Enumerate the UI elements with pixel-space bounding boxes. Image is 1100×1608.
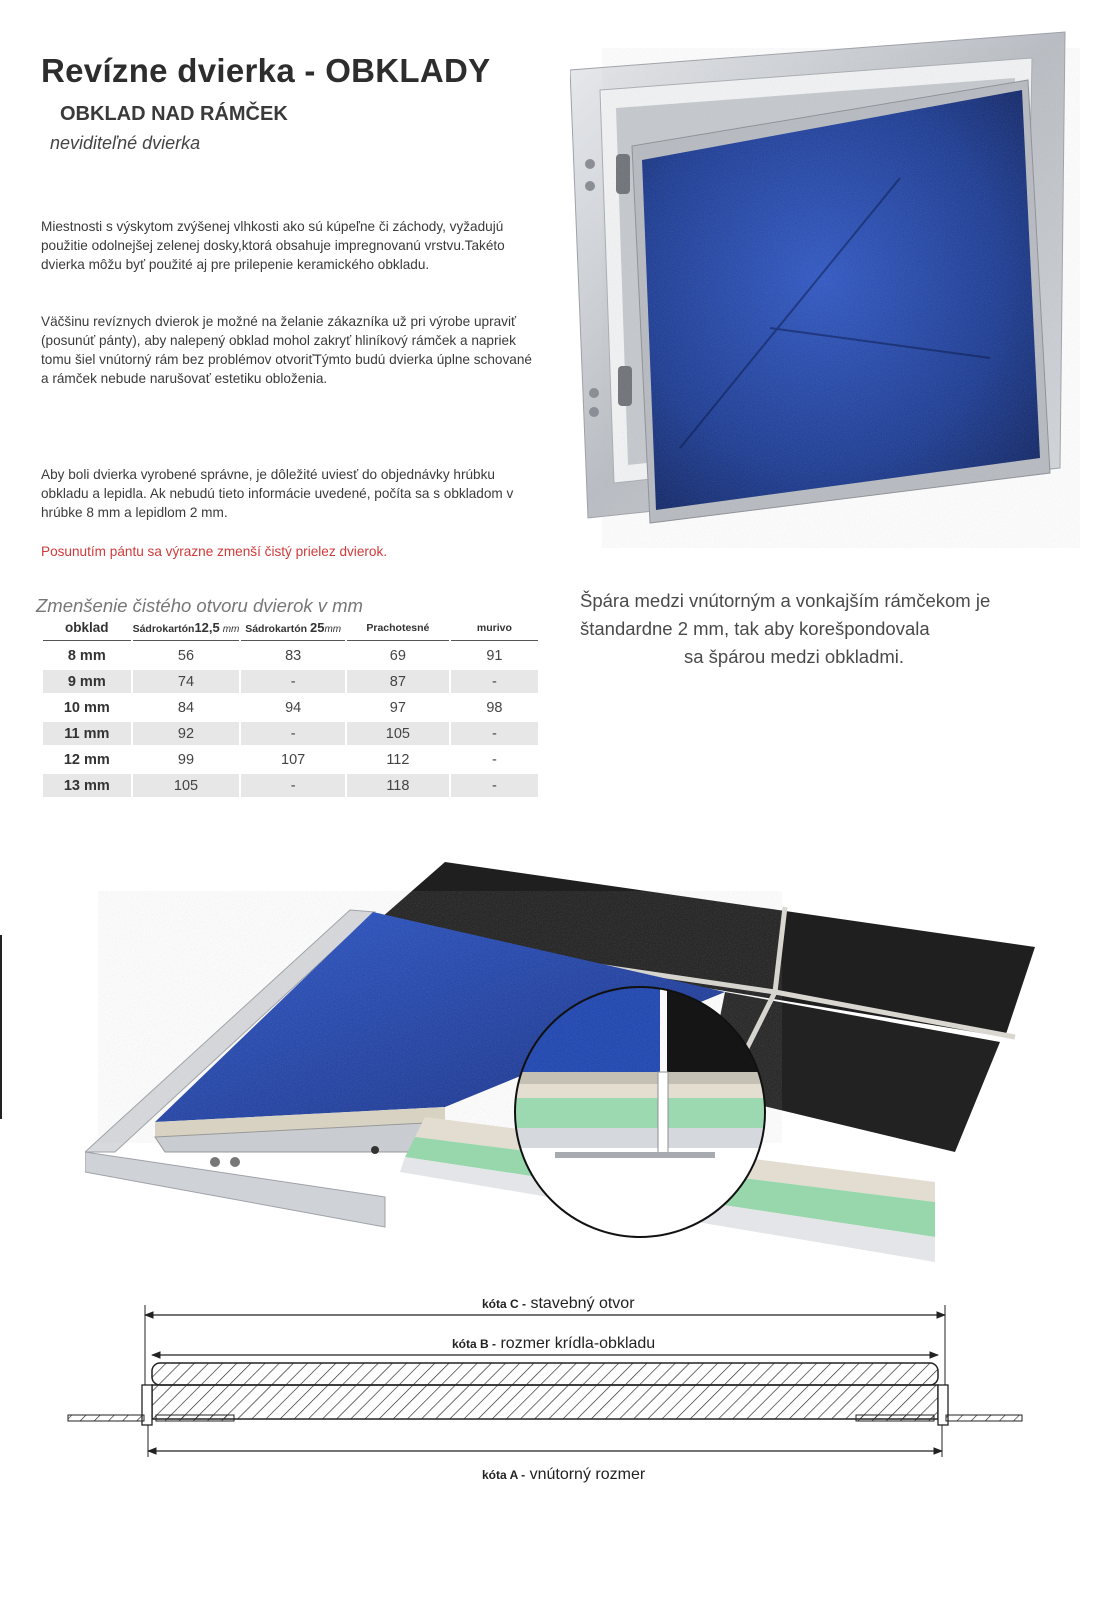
cell-murivo: -: [491, 751, 497, 768]
cell-obklad: 8 mm: [67, 647, 106, 664]
dimension-b-text: rozmer krídla-obkladu: [500, 1335, 656, 1352]
cell-prach: 118: [347, 774, 449, 797]
revision-door-illustration: [570, 28, 1090, 548]
cell-sk25: 83: [285, 647, 302, 664]
cell-sk25: 107: [281, 751, 306, 768]
dimension-a-label: [482, 1466, 645, 1484]
table-row: [43, 722, 538, 745]
cell-sk125: 74: [133, 670, 240, 693]
header-prachotesne: Prachotesné: [347, 620, 449, 641]
cell-obklad: 9 mm: [43, 670, 131, 693]
header-sk25-unit: mm: [324, 624, 342, 635]
joint-note: [580, 587, 1050, 671]
paragraph-hinges: Väčšinu revíznych dvierok je možné na želanie zákazníka už pri výrobe upraviť (posunúť pánty), aby nalepený obklad mohol zakryť hliníkový rámček a napriek tomu šiel vnútorný rám bez problémov otvoriťTýmto budú dvierka úplne schované a rámček nebude narušovať estetiku obloženia.: [41, 314, 532, 386]
joint-note-line-3: sa špárou medzi obkladmi.: [684, 646, 905, 667]
tile-layer: [152, 1363, 938, 1385]
edge-line: [0, 935, 2, 1119]
table-row: [43, 696, 538, 719]
dimension-b-code: kóta B -: [452, 1337, 497, 1351]
table-row: [43, 748, 538, 771]
joint-note-line-2: štandardne 2 mm, tak aby korešpondovala: [580, 618, 930, 639]
cell-murivo: 91: [486, 647, 503, 664]
dimension-c-label: [482, 1295, 635, 1313]
cell-prach: 112: [386, 751, 410, 768]
joint-note-line-1: Špára medzi vnútorným a vonkajším rámčekom je: [580, 590, 991, 611]
cell-prach: 105: [347, 722, 449, 745]
cell-murivo: -: [451, 722, 538, 745]
paragraph-order-info: Aby boli dvierka vyrobené správne, je dôležité uviesť do objednávky hrúbku obkladu a lepidla. Ak nebudú tieto informácie uvedené, počíta sa s obkladom v hrúbke 8 mm a lepidlom 2 mm.: [41, 467, 514, 520]
cell-sk125: 92: [133, 722, 240, 745]
cell-obklad: 11 mm: [43, 722, 131, 745]
header-sk125-unit: mm: [222, 624, 240, 635]
cell-sk25: -: [241, 670, 345, 693]
paragraph-humidity: Miestnosti s výskytom zvýšenej vlhkosti ako sú kúpeľne či záchody, vyžadujú použitie odolnejšej zelenej dosky,ktorá obsahuje impregnovanú vrstvu.Takéto dvierka môžu byť použité aj pre prilepenie keramického obkladu.: [41, 219, 505, 272]
header-sk25-num: 25: [309, 620, 325, 635]
header-sadrokarton-125: [133, 620, 240, 641]
warning-text: Posunutím pántu sa výrazne zmenší čistý prielez dvierok.: [41, 544, 388, 559]
dimension-c-text: stavebný otvor: [530, 1295, 635, 1312]
table-row: [43, 644, 538, 667]
header-sk125-num: 12,5: [194, 620, 220, 635]
cell-sk125: 84: [177, 699, 195, 716]
header-murivo: murivo: [451, 620, 538, 641]
page-tagline: neviditeľné dvierka: [50, 133, 201, 153]
cell-sk25: 94: [285, 699, 302, 716]
table-caption: Zmenšenie čistého otvoru dvierok v mm: [36, 595, 363, 616]
cell-obklad: 12 mm: [63, 751, 110, 768]
page-title: Revízne dvierka - OBKLADY: [41, 52, 491, 89]
cell-sk25: -: [241, 774, 345, 797]
cell-prach: 87: [347, 670, 449, 693]
header-sk25-label: Sádrokartón: [245, 623, 308, 635]
cell-sk125: 105: [133, 774, 240, 797]
cell-obklad: 10 mm: [63, 699, 110, 716]
dimension-a-text: vnútorný rozmer: [529, 1466, 646, 1483]
cell-sk25: -: [241, 722, 345, 745]
cell-murivo: -: [451, 774, 538, 797]
table-row: [43, 670, 538, 693]
cell-murivo: -: [451, 670, 538, 693]
cell-prach: 69: [389, 647, 406, 664]
dimension-drawing: [60, 1285, 1050, 1485]
dimension-c-code: kóta C -: [482, 1297, 527, 1311]
dimension-a-code: kóta A -: [482, 1468, 526, 1482]
cell-murivo: 98: [486, 699, 503, 716]
tiled-door-section-illustration: [85, 852, 1035, 1272]
cell-sk125: 99: [177, 751, 195, 768]
header-sk125-label: Sádrokartón: [132, 623, 195, 635]
board-layer: [152, 1385, 938, 1419]
header-obklad: obklad: [43, 620, 131, 641]
page-subtitle: OBKLAD NAD RÁMČEK: [60, 103, 288, 125]
cell-obklad: 13 mm: [43, 774, 131, 797]
reduction-table: [41, 617, 540, 800]
dimension-b-label: [452, 1335, 655, 1353]
table-row: [43, 774, 538, 797]
table-header-row: [43, 620, 538, 641]
cell-prach: 97: [389, 699, 406, 716]
header-sadrokarton-25: [241, 620, 345, 641]
cell-sk125: 56: [177, 647, 195, 664]
